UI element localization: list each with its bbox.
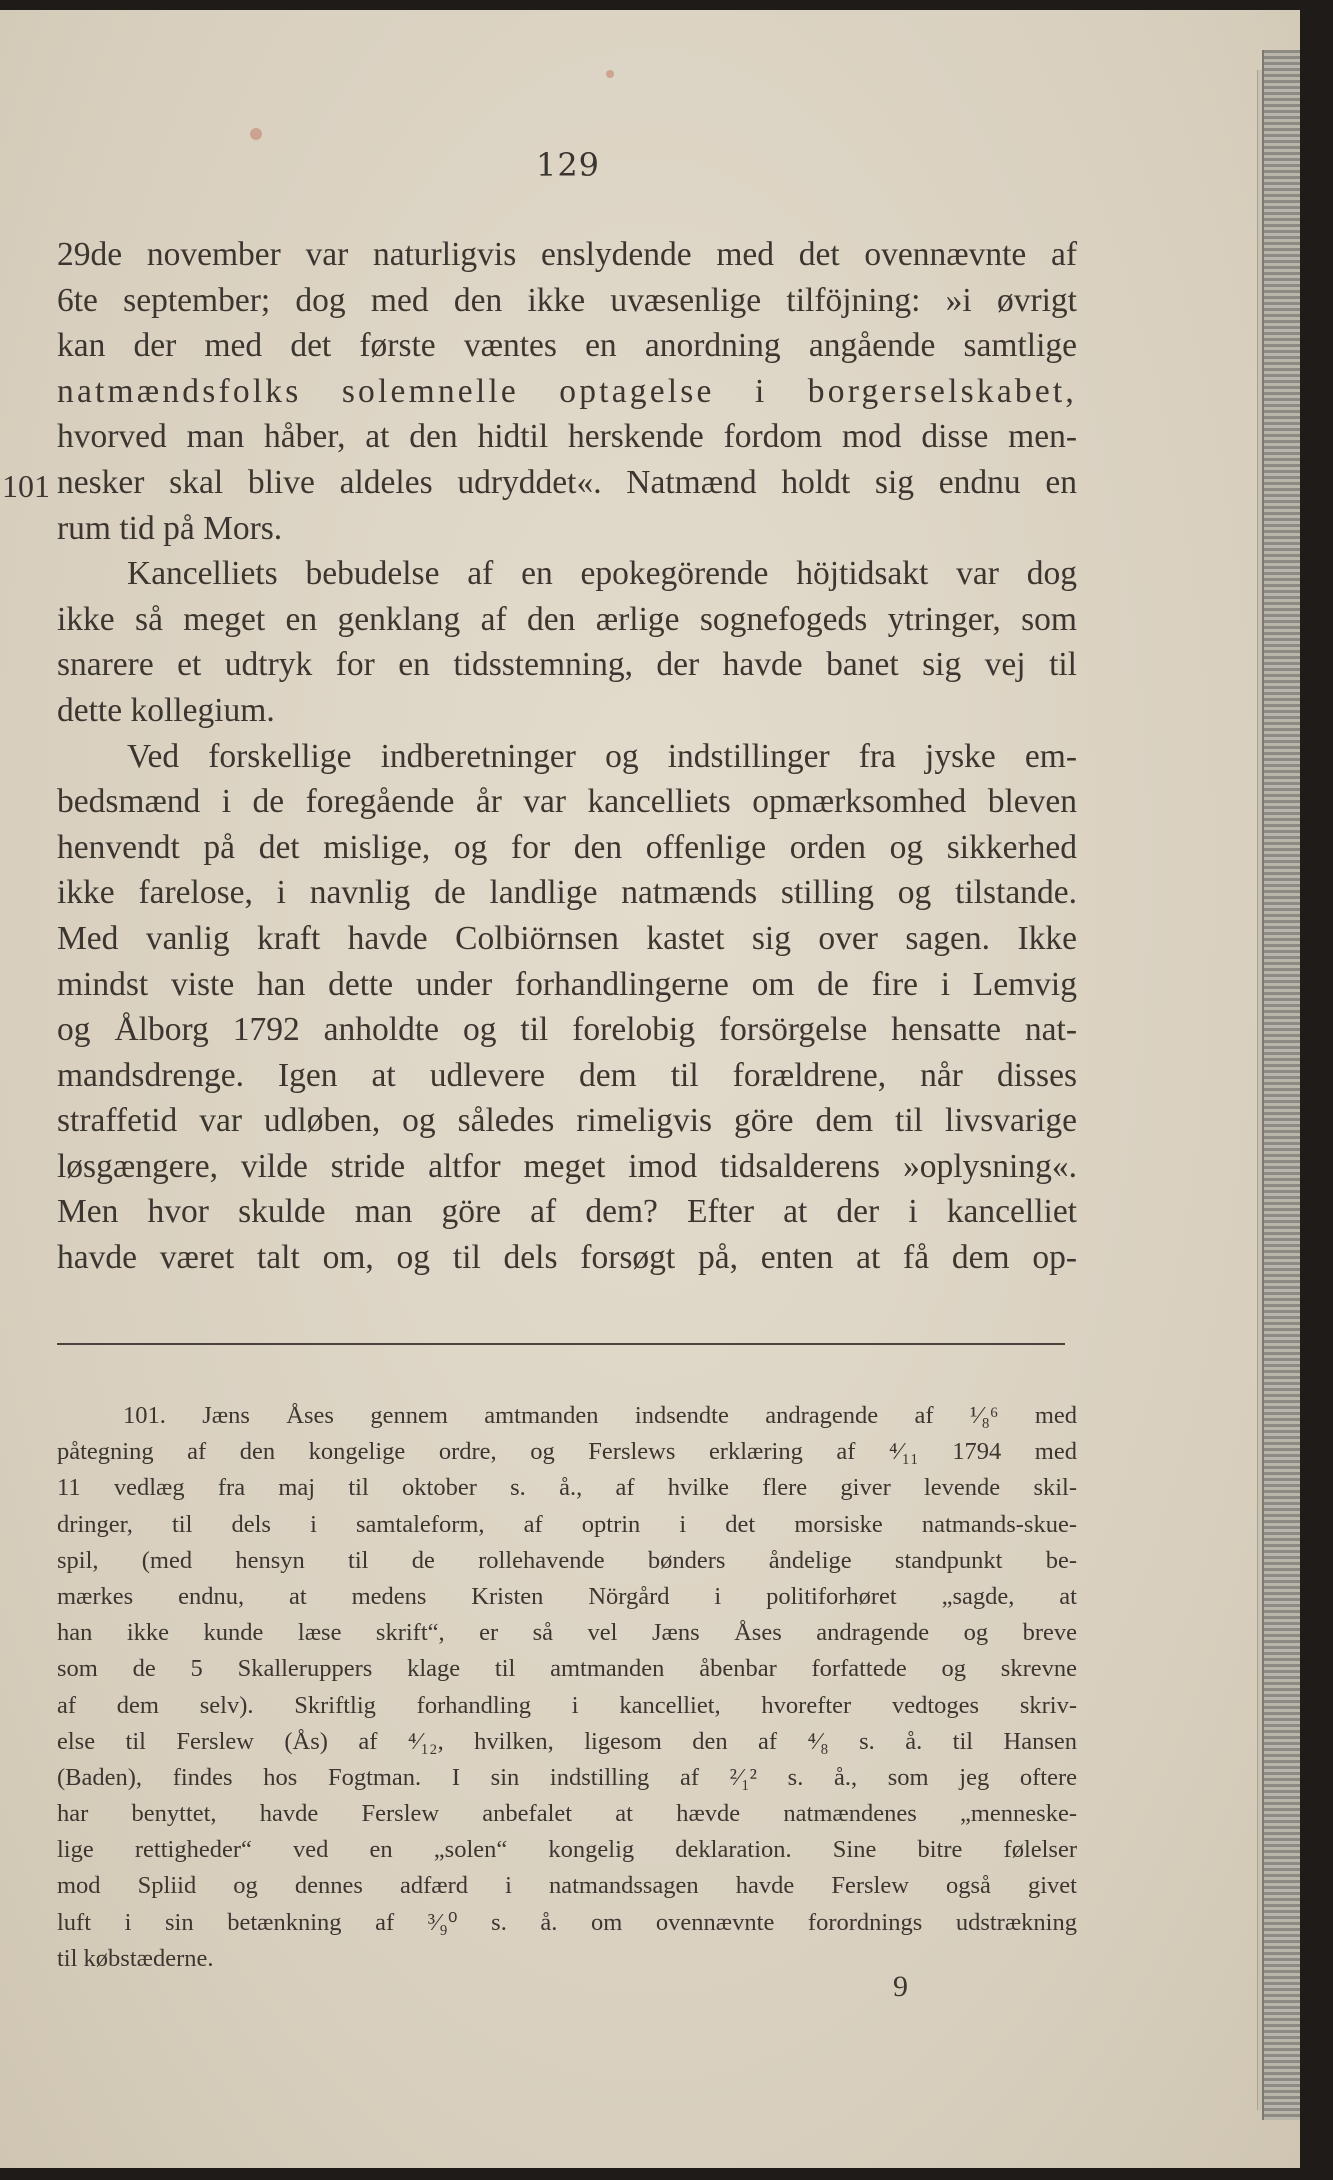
footnote-line: luft i sin betænkning af ³⁄₉⁰ s. å. om ovennævnte forordnings udstrækning (57, 1908, 1077, 1936)
page-number: 129 (535, 146, 601, 184)
footnote-line: 11 vedlæg fra maj til oktober s. å., af hvilke flere giver levende skil- (57, 1474, 1077, 1502)
footnote-line: 101. Jæns Åses gennem amtmanden indsendte andragende af ¹⁄₈⁶ med (123, 1402, 1077, 1429)
text-line: straffetid var udløben, og således rimeligvis göre dem til livsvarige (57, 1102, 1077, 1140)
text-line: Ved forskellige indberetninger og indstillinger fra jyske em- (127, 737, 1077, 775)
footnote-line: til købstæderne. (57, 1944, 214, 1972)
footnote-line: dringer, til dels i samtaleform, af optrin i det morsiske natmands-skue- (57, 1510, 1077, 1538)
text-line: kan der med det første væntes en anordning angående samtlige (57, 327, 1077, 365)
main-text (57, 232, 1077, 1281)
text-line: natmændsfolks solemnelle optagelse i borgerselskabet, (57, 372, 1077, 410)
book-spine (1262, 50, 1300, 2120)
text-line: havde været talt om, og til dels forsøgt på, enten at få dem op- (57, 1239, 1077, 1277)
footnote-line: han ikke kunde læse skrift“, er så vel Jæns Åses andragende og breve (57, 1619, 1077, 1647)
text-line: dette kollegium. (57, 691, 275, 729)
footnote-line: else til Ferslew (Ås) af ⁴⁄₁₂, hvilken, ligesom den af ⁴⁄₈ s. å. til Hansen (57, 1727, 1077, 1755)
footnote-line: (Baden), findes hos Fogtman. I sin indstilling af ²⁄₁² s. å., som jeg oftere (57, 1763, 1077, 1791)
text-line: Men hvor skulde man göre af dem? Efter at der i kancelliet (57, 1193, 1077, 1231)
signature-mark: 9 (893, 1970, 908, 2003)
text-line: 6te september; dog med den ikke uvæsenlige tilföjning: »i øvrigt (57, 281, 1077, 319)
footnote-line: spil, (med hensyn til de rollehavende bønders åndelige standpunkt be- (57, 1546, 1077, 1574)
text-line: snarere et udtryk for en tidsstemning, der havde banet sig vej til (57, 646, 1077, 684)
text-line: Med vanlig kraft havde Colbiörnsen kastet sig over sagen. Ikke (57, 919, 1077, 957)
text-line: ikke så meget en genklang af den ærlige sognefogeds ytringer, som (57, 600, 1077, 638)
text-line: mindst viste han dette under forhandlingerne om de fire i Lemvig (57, 965, 1077, 1003)
footnote-line: lige rettigheder“ ved en „solen“ kongelig deklaration. Sine bitre følelser (57, 1836, 1077, 1864)
text-line: mandsdrenge. Igen at udlevere dem til forældrene, når disses (57, 1056, 1077, 1094)
ink-stain (606, 70, 614, 78)
text-line: 29de november var naturligvis enslydende med det ovennævnte af (57, 236, 1077, 273)
text-line: rum tid på Mors. (57, 509, 283, 547)
footnote-line: af dem selv). Skriftlig forhandling i kancelliet, hvorefter vedtoges skriv- (57, 1691, 1077, 1719)
footnote-line: har benyttet, havde Ferslew anbefalet at hævde natmændenes „menneske- (57, 1800, 1077, 1828)
text-line: løsgængere, vilde stride altfor meget imod tidsalderens »oplysning«. (57, 1147, 1077, 1185)
text-line: nesker skal blive aldeles udryddet«. Natmænd holdt sig endnu en (57, 463, 1077, 501)
footnote-line: mod Spliid og dennes adfærd i natmandssagen havde Ferslew også givet (57, 1872, 1077, 1900)
text-line: Kancelliets bebudelse af en epokegörende höjtidsakt var dog (127, 555, 1077, 593)
text-line: bedsmænd i de foregående år var kancelliets opmærksomhed bleven (57, 783, 1077, 821)
ink-stain (250, 128, 262, 140)
book-page (0, 10, 1300, 2168)
text-line: ikke farelose, i navnlig de landlige natmænds stilling og tilstande. (57, 874, 1077, 912)
footnote-divider (57, 1343, 1065, 1345)
text-line: henvendt på det mislige, og for den offenlige orden og sikkerhed (57, 828, 1077, 866)
text-line: og Ålborg 1792 anholdte og til forelobig forsörgelse hensatte nat- (57, 1011, 1077, 1049)
text-line: hvorved man håber, at den hidtil herskende fordom mod disse men- (57, 418, 1077, 456)
footnote-line: mærkes endnu, at medens Kristen Nörgård i politiforhøret „sagde, at (57, 1582, 1077, 1610)
margin-note-number: 101 (2, 468, 50, 504)
footnote (57, 1398, 1077, 1977)
footnote-line: som de 5 Skalleruppers klage til amtmanden åbenbar forfattede og skrevne (57, 1655, 1077, 1683)
footnote-line: påtegning af den kongelige ordre, og Ferslews erklæring af ⁴⁄₁₁ 1794 med (57, 1438, 1077, 1466)
